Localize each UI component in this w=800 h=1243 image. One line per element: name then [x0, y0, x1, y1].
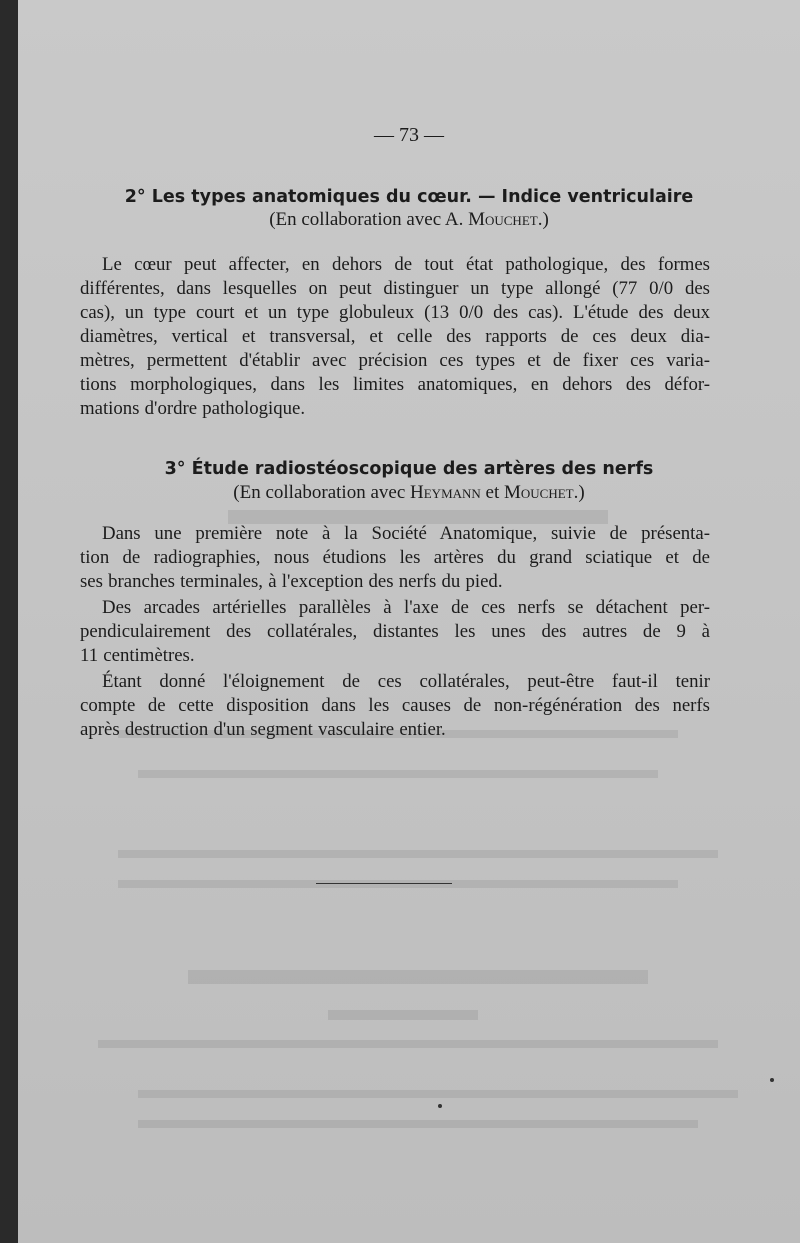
document-page: [18, 0, 800, 1243]
collab-mid: et: [480, 482, 505, 503]
section-2-heading: [18, 187, 800, 207]
text-line: Dans une première note à la Société Anatomique, suivie de présenta-: [102, 523, 710, 544]
section-end-rule: [316, 883, 452, 884]
text-line: tions morphologiques, dans les limites anatomiques, en dehors des défor-: [80, 374, 710, 395]
text-line: Des arcades artérielles parallèles à l'axe de ces nerfs se détachent per-: [102, 597, 710, 618]
collab-name-2: Mouchet: [504, 482, 574, 503]
page-number: — 73 —: [374, 124, 444, 146]
collab-suffix: .): [537, 209, 549, 230]
text-line: cas), un type court et un type globuleux (13 0/0 des cas). L'étude des deux: [80, 302, 710, 323]
section-3-collaboration: [18, 482, 800, 504]
collab-prefix: (En collaboration avec: [233, 482, 411, 503]
section-2-number: 2°: [124, 187, 152, 207]
section-3-number: 3°: [164, 459, 192, 479]
section-2-paragraph: [80, 253, 710, 421]
collab-suffix: .): [573, 482, 585, 503]
text-line: Le cœur peut affecter, en dehors de tout état pathologique, des formes: [102, 254, 710, 275]
section-3-paragraph-3: [80, 670, 710, 742]
speck-mark: [438, 1104, 442, 1108]
text-line: compte de cette disposition dans les causes de non-régénération des nerfs: [80, 695, 710, 716]
text-line: ses branches terminales, à l'exception des nerfs du pied.: [80, 571, 503, 592]
text-line: mètres, permettent d'établir avec précision ces types et de fixer ces varia-: [80, 350, 710, 371]
section-3-heading: [18, 459, 800, 479]
collab-name: Mouchet: [468, 209, 538, 230]
section-2-title: Les types anatomiques du cœur. — Indice ventriculaire: [151, 187, 694, 207]
text-line: Étant donné l'éloignement de ces collatérales, peut-être faut-il tenir: [102, 671, 710, 692]
section-3-paragraph-1: [80, 522, 710, 594]
collab-name-1: Heymann: [410, 482, 481, 503]
section-3-paragraph-2: [80, 596, 710, 668]
text-line: 11 centimètres.: [80, 645, 195, 666]
text-line: tion de radiographies, nous étudions les artères du grand sciatique et de: [80, 547, 710, 568]
text-line: différentes, dans lesquelles on peut distinguer un type allongé (77 0/0 des: [80, 278, 710, 299]
speck-mark: [770, 1078, 774, 1082]
section-3-title: Étude radiostéoscopique des artères des nerfs: [191, 459, 654, 479]
collab-prefix: (En collaboration avec A.: [269, 209, 469, 230]
text-line: mations d'ordre pathologique.: [80, 398, 306, 419]
text-line: pendiculairement des collatérales, distantes les unes des autres de 9 à: [80, 621, 710, 642]
text-line: après destruction d'un segment vasculaire entier.: [80, 719, 446, 740]
text-line: diamètres, vertical et transversal, et celle des rapports de ces deux dia-: [80, 326, 710, 347]
section-2-collaboration: [18, 209, 800, 231]
